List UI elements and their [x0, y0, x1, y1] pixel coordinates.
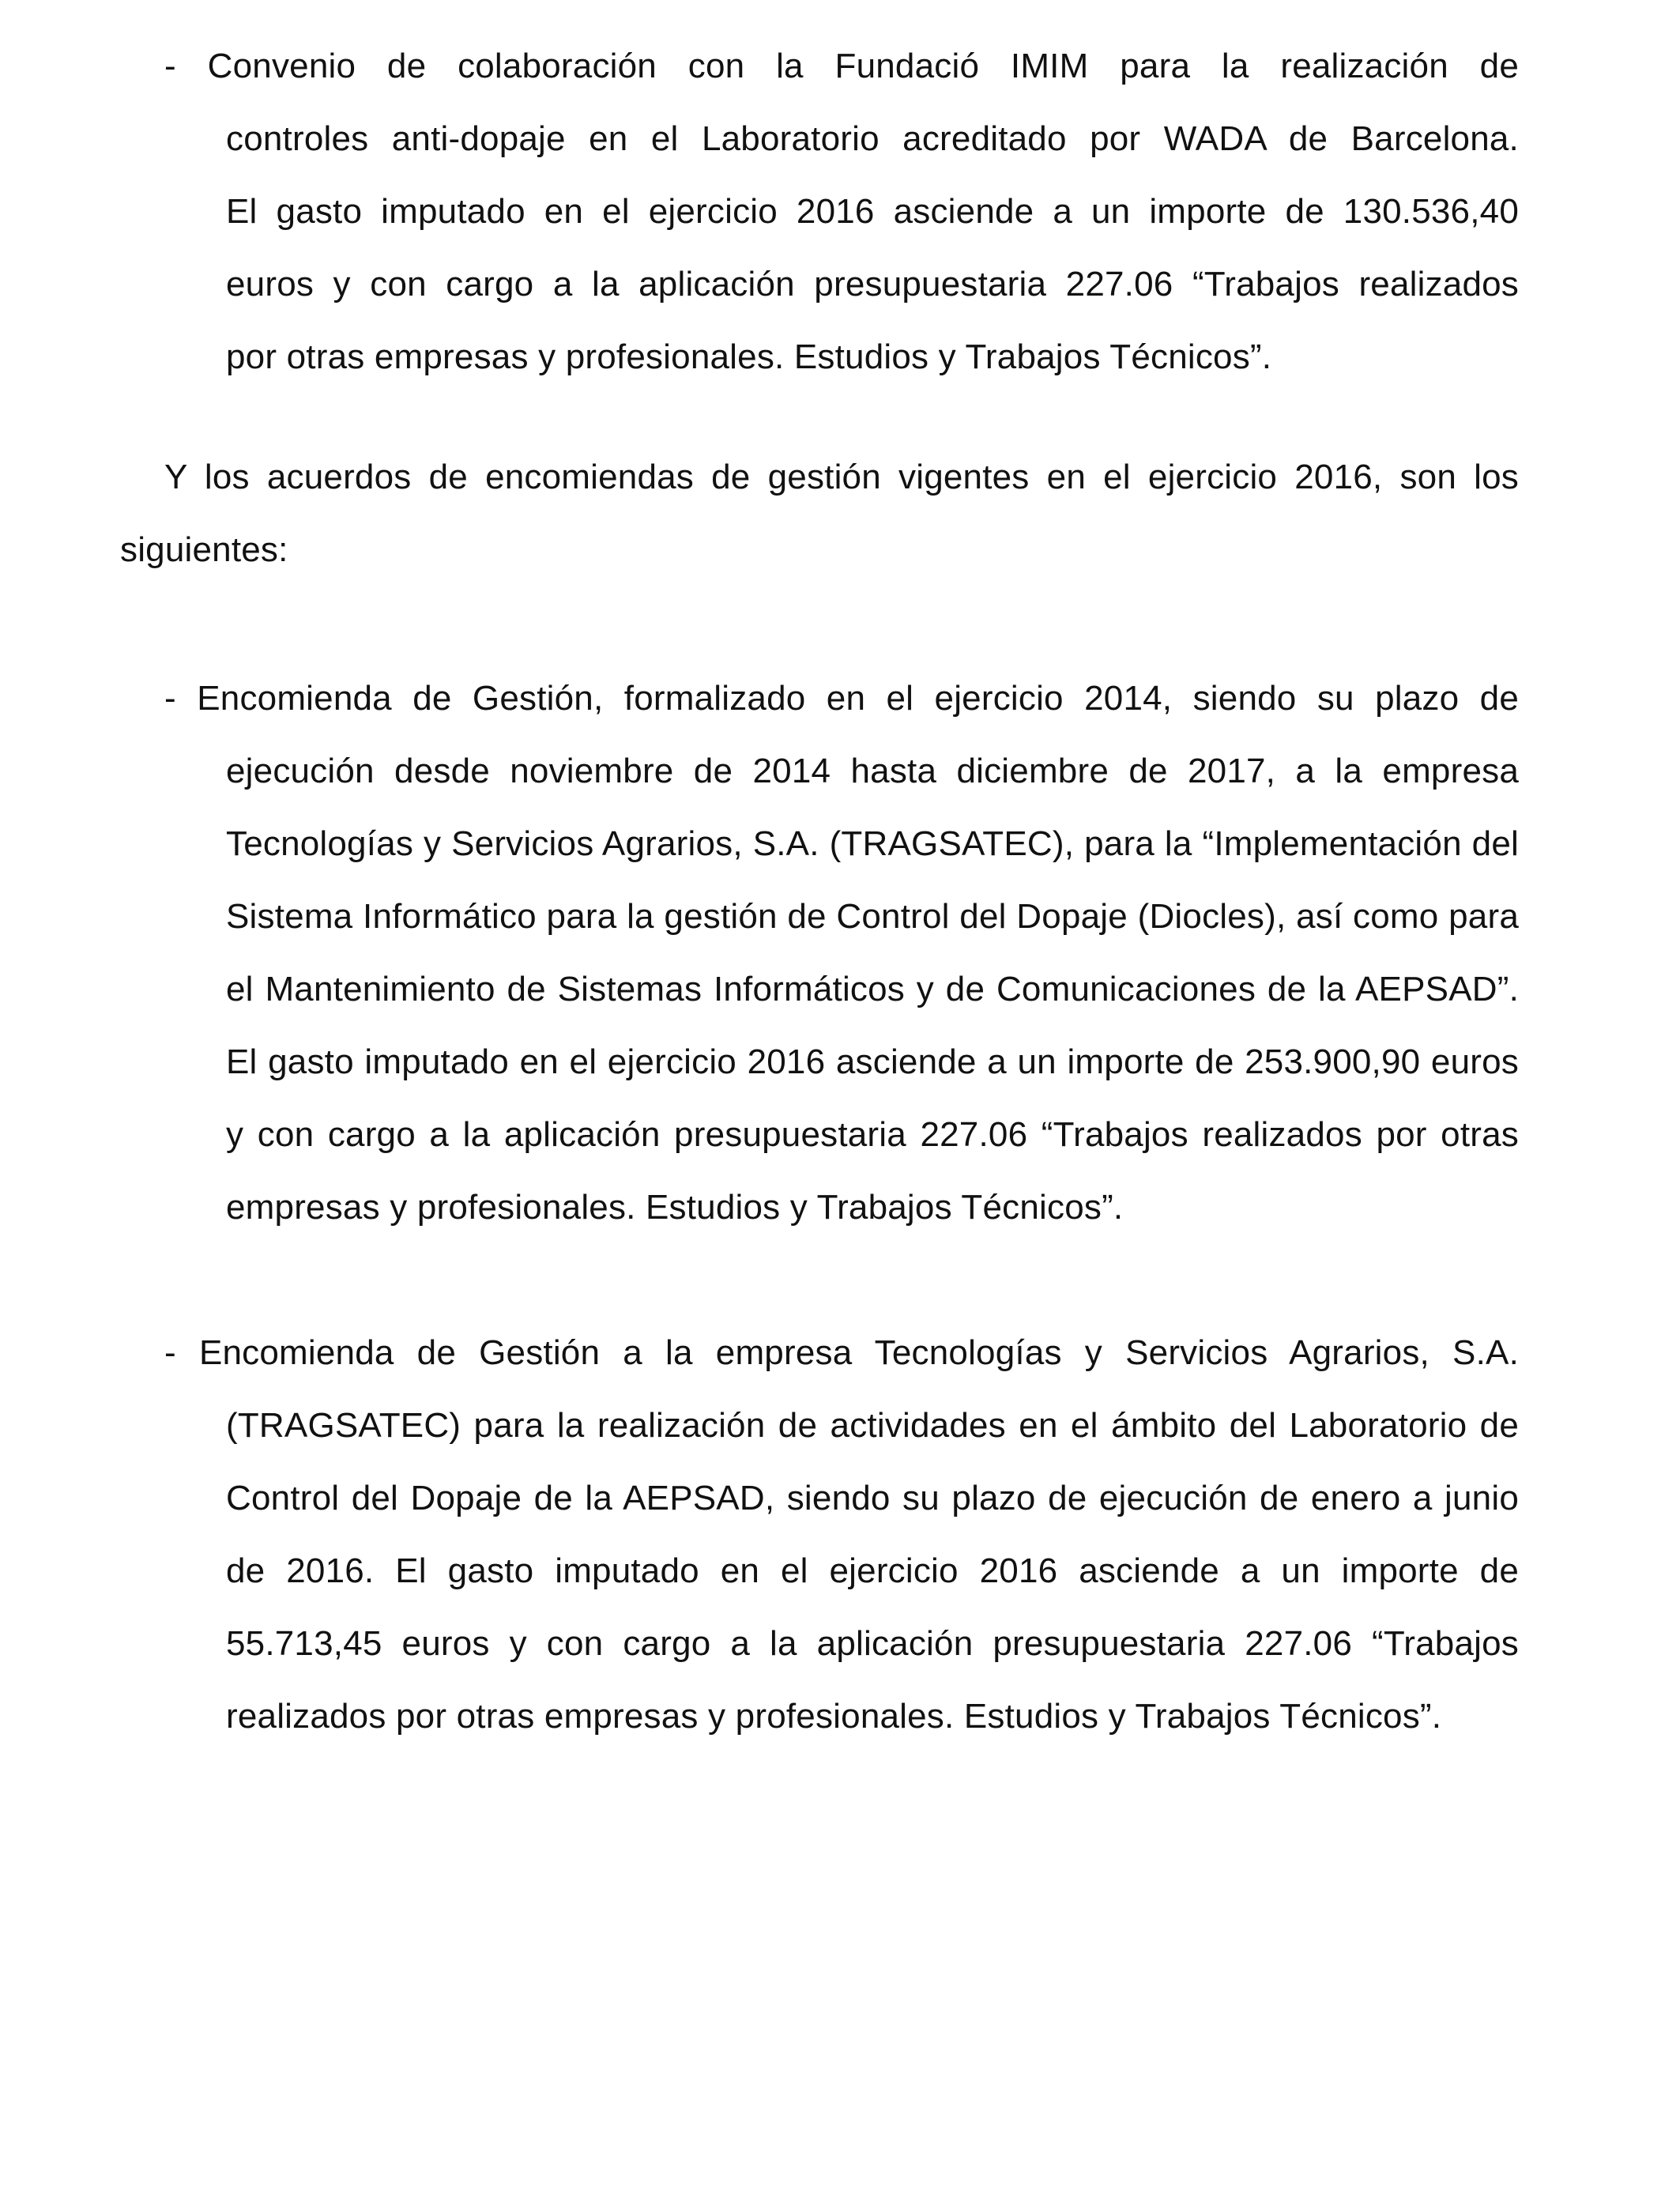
text-line: Y los acuerdos de encomiendas de gestión vigentes en el ejercicio 2016, son los	[164, 458, 1519, 496]
text-line: - Encomienda de Gestión a la empresa Tecnologías y Servicios Agrarios, S.A.	[164, 1333, 1519, 1372]
text-line: por otras empresas y profesionales. Estudios y Trabajos Técnicos”.	[226, 337, 1272, 376]
text-line: - Convenio de colaboración con la Fundació IMIM para la realización de	[164, 47, 1519, 85]
text-line: realizados por otras empresas y profesionales. Estudios y Trabajos Técnicos”.	[226, 1697, 1442, 1736]
text-line: 55.713,45 euros y con cargo a la aplicación presupuestaria 227.06 “Trabajos	[226, 1624, 1519, 1663]
text-line: El gasto imputado en el ejercicio 2016 asciende a un importe de 253.900,90 euros	[226, 1042, 1519, 1081]
text-line: Tecnologías y Servicios Agrarios, S.A. (TRAGSATEC), para la “Implementación del	[226, 824, 1519, 863]
text-line: de 2016. El gasto imputado en el ejercicio 2016 asciende a un importe de	[226, 1551, 1519, 1590]
text-line: empresas y profesionales. Estudios y Trabajos Técnicos”.	[226, 1188, 1124, 1227]
text-line: - Encomienda de Gestión, formalizado en el ejercicio 2014, siendo su plazo de	[164, 679, 1519, 718]
text-line: el Mantenimiento de Sistemas Informáticos y de Comunicaciones de la AEPSAD”.	[226, 970, 1519, 1008]
text-line: (TRAGSATEC) para la realización de actividades en el ámbito del Laboratorio de	[226, 1406, 1519, 1445]
text-line: Control del Dopaje de la AEPSAD, siendo su plazo de ejecución de enero a junio	[226, 1479, 1519, 1517]
text-line: El gasto imputado en el ejercicio 2016 asciende a un importe de 130.536,40	[226, 192, 1519, 231]
text-line: Sistema Informático para la gestión de Control del Dopaje (Diocles), así como para	[226, 897, 1519, 936]
text-line: y con cargo a la aplicación presupuestaria 227.06 “Trabajos realizados por otras	[226, 1115, 1519, 1154]
text-line: ejecución desde noviembre de 2014 hasta diciembre de 2017, a la empresa	[226, 752, 1519, 790]
text-line: euros y con cargo a la aplicación presupuestaria 227.06 “Trabajos realizados	[226, 265, 1519, 303]
text-line: controles anti-dopaje en el Laboratorio acreditado por WADA de Barcelona.	[226, 119, 1519, 158]
text-line: siguientes:	[120, 530, 288, 569]
